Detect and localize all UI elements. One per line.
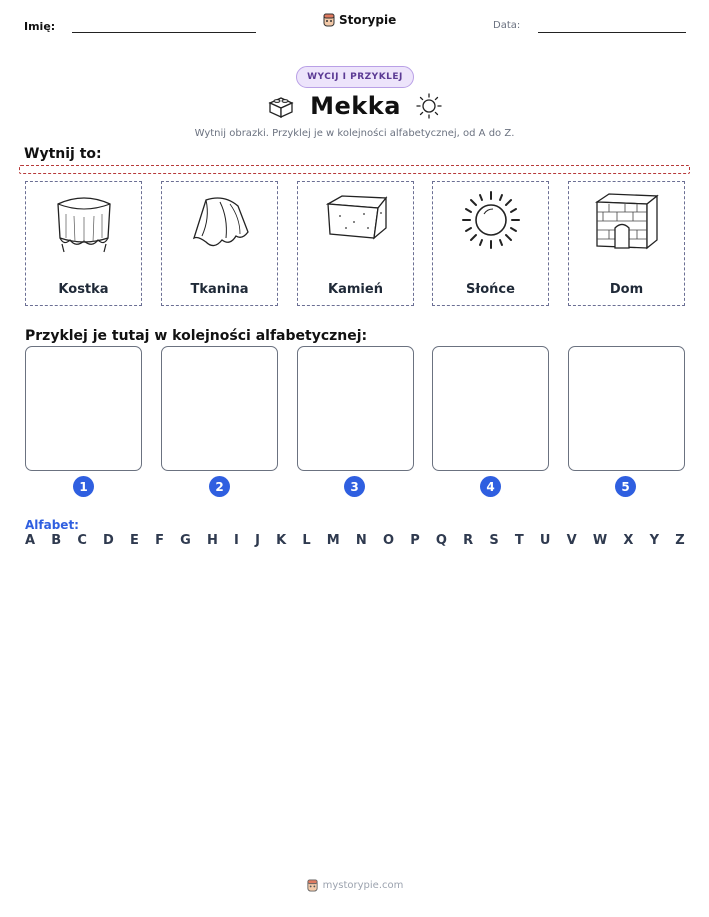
alphabet-letter: Y [649, 533, 660, 548]
alphabet-letter: P [410, 533, 420, 548]
alphabet-letter: H [206, 533, 218, 548]
title-row [0, 92, 709, 120]
alphabet-letter: R [463, 533, 474, 548]
alphabet-letter: X [623, 533, 634, 548]
page-title: Mekka [310, 92, 401, 120]
paste-slot-5[interactable] [568, 346, 685, 471]
paste-slot-1[interactable] [25, 346, 142, 471]
cut-card-slonce[interactable] [432, 181, 549, 306]
alphabet-letter: T [514, 533, 524, 548]
name-label: Imię: [24, 20, 56, 33]
stone-icon [316, 188, 396, 258]
paste-slot-4[interactable] [432, 346, 549, 471]
alphabet-letter: M [326, 533, 340, 548]
paste-slot-2[interactable] [161, 346, 278, 471]
card-label: Słońce [466, 282, 515, 297]
brand-name: Storypie [339, 13, 397, 27]
storypie-mascot-icon [306, 879, 319, 892]
slot-number-3: 3 [344, 476, 365, 497]
instructions: Wytnij obrazki. Przyklej je w kolejności alfabetycznej, od A do Z. [194, 128, 515, 139]
cut-card-dom[interactable] [568, 181, 685, 306]
activity-badge: WYCIJ I PRZYKLEJ [296, 66, 414, 88]
sun-icon [415, 92, 443, 120]
alphabet-letter: O [382, 533, 395, 548]
brand-logo [322, 13, 396, 27]
house-icon [587, 188, 667, 258]
card-label: Kostka [58, 282, 109, 297]
alphabet-row [25, 533, 685, 548]
alphabet-letter: V [566, 533, 577, 548]
card-label: Dom [609, 282, 644, 297]
alphabet-letter: I [234, 533, 239, 548]
cut-card-tkanina[interactable] [161, 181, 278, 306]
footer-url: mystorypie.com [322, 880, 404, 891]
alphabet-letter: F [155, 533, 164, 548]
slot-number-2: 2 [209, 476, 230, 497]
alphabet-letter: W [592, 533, 608, 548]
alphabet-letter: B [51, 533, 62, 548]
alphabet-letter: E [130, 533, 139, 548]
alphabet-letter: D [103, 533, 114, 548]
sun-icon [451, 188, 531, 258]
cut-card-kostka[interactable] [25, 181, 142, 306]
alphabet-letter: S [489, 533, 499, 548]
alphabet-letter: N [355, 533, 367, 548]
name-line [72, 32, 256, 33]
slot-number-5: 5 [615, 476, 636, 497]
cloth-icon [180, 188, 260, 258]
date-line [538, 32, 686, 33]
alphabet-letter: L [302, 533, 311, 548]
alphabet-letter: K [276, 533, 287, 548]
alphabet-letter: A [25, 533, 36, 548]
cut-heading: Wytnij to: [24, 146, 102, 162]
paste-heading: Przyklej je tutaj w kolejności alfabetycznej: [25, 328, 368, 344]
paste-slot-3[interactable] [297, 346, 414, 471]
card-label: Kamień [328, 282, 383, 297]
slot-number-1: 1 [73, 476, 94, 497]
card-label: Tkanina [190, 282, 249, 297]
footer [0, 879, 709, 892]
cube-icon [44, 188, 124, 258]
alphabet-letter: U [539, 533, 551, 548]
alphabet-letter: C [77, 533, 87, 548]
alphabet-letter: Z [675, 533, 685, 548]
slot-number-4: 4 [480, 476, 501, 497]
alphabet-letter: Q [435, 533, 447, 548]
storypie-mascot-icon [322, 13, 336, 27]
cut-line [19, 165, 690, 174]
cut-card-kamien[interactable] [297, 181, 414, 306]
alphabet-letter: J [255, 533, 260, 548]
cube-icon [266, 93, 296, 119]
alphabet-label: Alfabet: [25, 518, 79, 532]
date-label: Data: [493, 20, 521, 31]
alphabet-letter: G [180, 533, 191, 548]
